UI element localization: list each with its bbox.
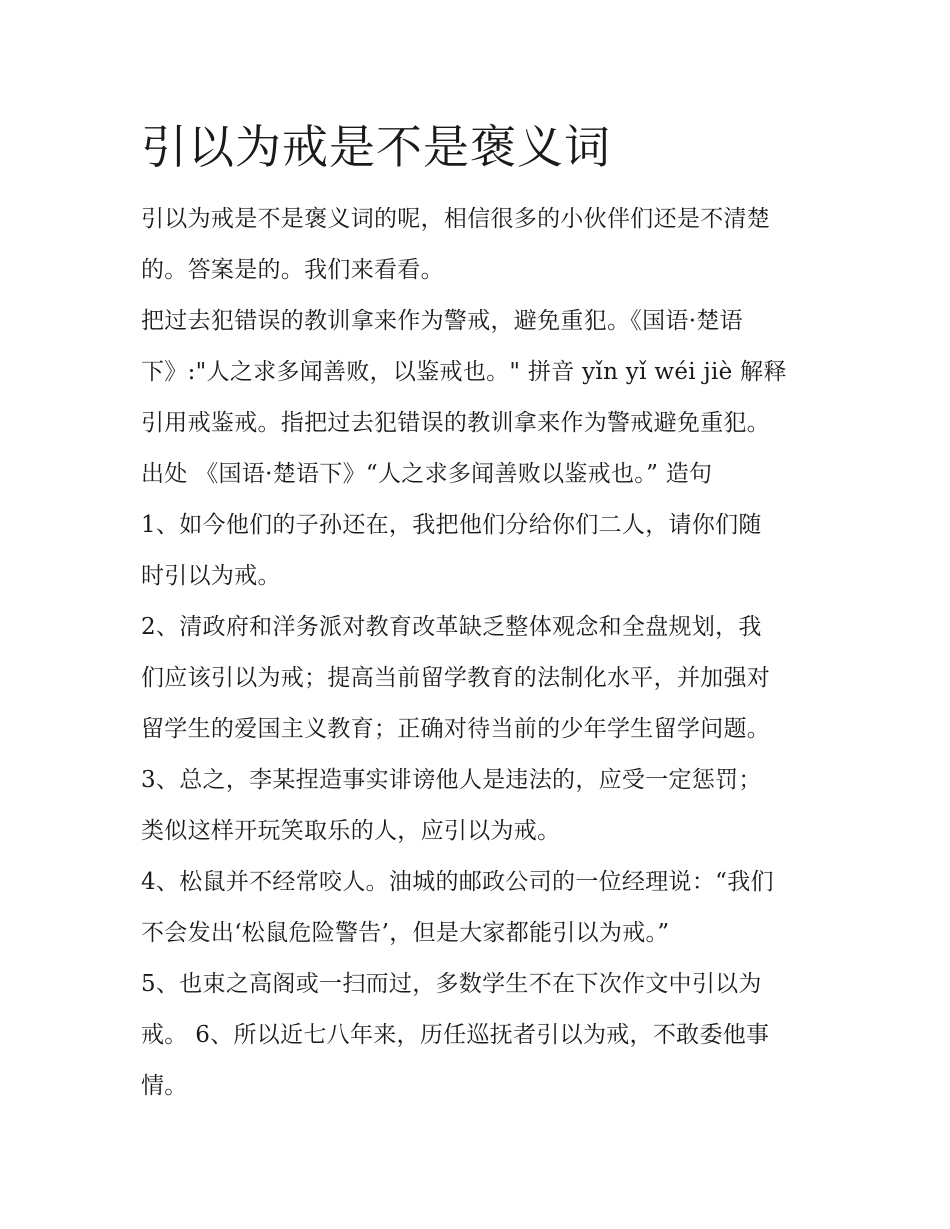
document-title: 引以为戒是不是褒义词	[141, 120, 611, 174]
text-line: 不会发出‘松鼠危险警告’，但是大家都能引以为戒。”	[141, 920, 670, 946]
text-line: 把过去犯错误的教训拿来作为警戒，避免重犯。《国语·楚语	[141, 308, 743, 334]
text-line: 时引以为戒。	[141, 563, 281, 589]
text-line: 5、也束之高阁或一扫而过，多数学生不在下次作文中引以为	[141, 971, 762, 997]
text-line: 类似这样开玩笑取乐的人，应引以为戒。	[141, 818, 561, 844]
text-line: 引以为戒是不是褒义词的呢，相信很多的小伙伴们还是不清楚	[141, 206, 771, 232]
text-line: 1、如今他们的子孙还在，我把他们分给你们二人，请你们随	[141, 512, 762, 538]
text-line: 们应该引以为戒；提高当前留学教育的法制化水平，并加强对	[141, 665, 771, 691]
text-line: 引用戒鉴戒。指把过去犯错误的教训拿来作为警戒避免重犯。	[141, 410, 771, 436]
text-line: 戒。 6、所以近七八年来，历任巡抚者引以为戒，不敢委他事	[141, 1022, 770, 1048]
text-line: 2、清政府和洋务派对教育改革缺乏整体观念和全盘规划，我	[141, 614, 762, 640]
text-line: 留学生的爱国主义教育；正确对待当前的少年学生留学问题。	[141, 716, 771, 742]
text-line: 4、松鼠并不经常咬人。油城的邮政公司的一位经理说：“我们	[141, 869, 774, 895]
document-body	[141, 112, 821, 1112]
text-line: 的。答案是的。我们来看看。	[141, 257, 444, 283]
text-line: 情。	[141, 1073, 188, 1099]
text-line: 出处 《国语·楚语下》“人之求多闻善败以鉴戒也。” 造句	[141, 461, 713, 487]
text-line: 下》:"人之求多闻善败，以鉴戒也。" 拼音 yǐn yǐ wéi jiè 解释	[141, 359, 787, 385]
text-line: 3、总之，李某捏造事实诽谤他人是违法的，应受一定惩罚；	[141, 767, 762, 793]
